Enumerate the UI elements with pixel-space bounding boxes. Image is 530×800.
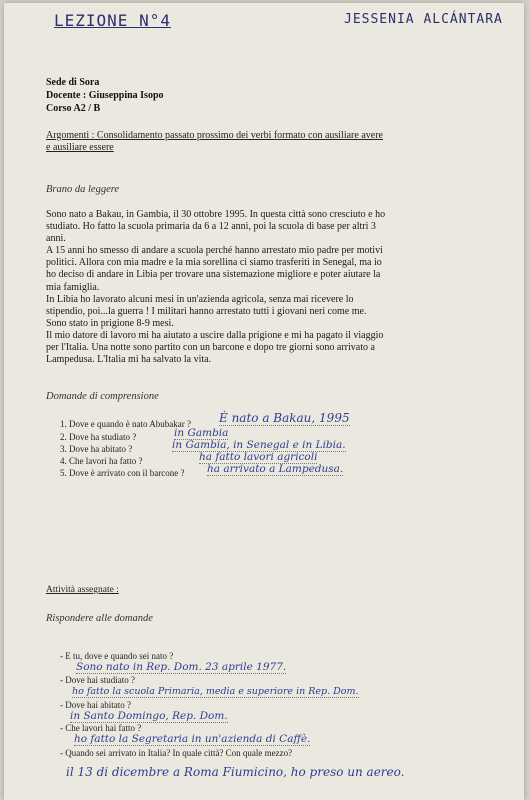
comprensione-title: Domande di comprensione bbox=[46, 391, 159, 402]
question-2: 2. Dove ha studiato ? bbox=[60, 432, 137, 442]
passage-line: Lampedusa. L'Italia mi ha salvato la vita. bbox=[46, 354, 212, 366]
student-name: JESSENIA ALCÁNTARA bbox=[344, 12, 503, 27]
activity-question-4: - Che lavori hai fatto ? bbox=[60, 723, 142, 733]
argomenti-line-2: e ausiliare essere bbox=[46, 142, 114, 153]
passage-line: In Libia ho lavorato alcuni mesi in un'azienda agricola, senza mai ricevere lo bbox=[46, 293, 354, 305]
docente-label: Docente : Giuseppina Isopo bbox=[46, 90, 164, 101]
activity-question-2: - Dove hai studiato ? bbox=[60, 675, 135, 685]
answer-1: È nato a Bakau, 1995 bbox=[219, 411, 350, 425]
activity-question-1: - E tu, dove e quando sei nato ? bbox=[60, 651, 174, 661]
answer-4: ha fatto lavori agricoli bbox=[199, 451, 318, 463]
answer-5: ha arrivato a Lampedusa. bbox=[207, 463, 344, 475]
reading-passage bbox=[46, 209, 406, 366]
activity-answer-2: ho fatto la scuola Primaria, media e superiore in Rep. Dom. bbox=[72, 686, 359, 697]
activity-answer-5: il 13 di dicembre a Roma Fiumicino, ho preso un aereo. bbox=[66, 765, 405, 779]
passage-line: per l'Italia. Una notte sono partito con un barcone e dopo tre giorni sono arrivato a bbox=[46, 342, 375, 354]
question-1: 1. Dove e quando è nato Abubakar ? bbox=[60, 419, 191, 429]
worksheet-page bbox=[4, 3, 524, 800]
attivita-subtitle: Rispondere alle domande bbox=[46, 613, 153, 624]
attivita-title: Attività assegnate : bbox=[46, 585, 119, 595]
question-5: 5. Dove è arrivato con il barcone ? bbox=[60, 468, 185, 478]
question-4: 4. Che lavori ha fatto ? bbox=[60, 456, 143, 466]
brano-title: Brano da leggere bbox=[46, 184, 120, 195]
passage-line: ho deciso di andare in Libia per trovare una sistemazione migliore e poter aiutare la bbox=[46, 269, 381, 281]
passage-line: Sono stato in prigione 8-9 mesi. bbox=[46, 317, 174, 329]
activity-answer-1: Sono nato in Rep. Dom. 23 aprile 1977. bbox=[76, 661, 287, 673]
answer-3: in Gambia, in Senegal e in Libia. bbox=[172, 439, 346, 451]
argomenti-line-1: Argomenti : Consolidamento passato prossimo dei verbi formato con ausiliare avere bbox=[46, 130, 383, 141]
passage-line: studiato. Ho fatto la scuola primaria da 6 a 12 anni, poi la scuola di base per altri 3 bbox=[46, 221, 376, 233]
passage-line: mia famiglia. bbox=[46, 281, 100, 293]
answer-2: in Gambia bbox=[174, 427, 229, 439]
passage-line: anni. bbox=[46, 233, 66, 245]
course-info bbox=[46, 76, 164, 115]
passage-line: Sono nato a Bakau, in Gambia, il 30 ottobre 1995. In questa città sono cresciuto e ho bbox=[46, 209, 386, 220]
question-3: 3. Dove ha abitato ? bbox=[60, 444, 133, 454]
passage-line: A 15 anni ho smesso di andare a scuola perché hanno arrestato mio padre per motivi bbox=[46, 245, 383, 257]
activity-answer-3: in Santo Domingo, Rep. Dom. bbox=[70, 710, 228, 722]
activity-question-5: - Quando sei arrivato in Italia? In quale città? Con quale mezzo? bbox=[60, 748, 293, 758]
activity-question-3: - Dove hai abitato ? bbox=[60, 700, 131, 710]
lesson-title: LEZIONE N°4 bbox=[54, 11, 171, 30]
argomenti bbox=[46, 130, 383, 154]
activity-answer-4: ho fatto la Segretaria in un'azienda di Caffè. bbox=[74, 733, 311, 745]
passage-line: politici. Allora con mia madre e la mia sorellina ci siamo trasferiti in Senegal, ma io bbox=[46, 257, 382, 269]
passage-line: stipendio, poi...la guerra ! I militari hanno arrestato tutti i giovani neri come me. bbox=[46, 305, 367, 317]
passage-line: Il mio datore di lavoro mi ha aiutato a uscire dalla prigione e mi ha pagato il viaggio bbox=[46, 329, 384, 341]
sede-label: Sede di Sora bbox=[46, 77, 100, 88]
corso-label: Corso A2 / B bbox=[46, 103, 101, 114]
